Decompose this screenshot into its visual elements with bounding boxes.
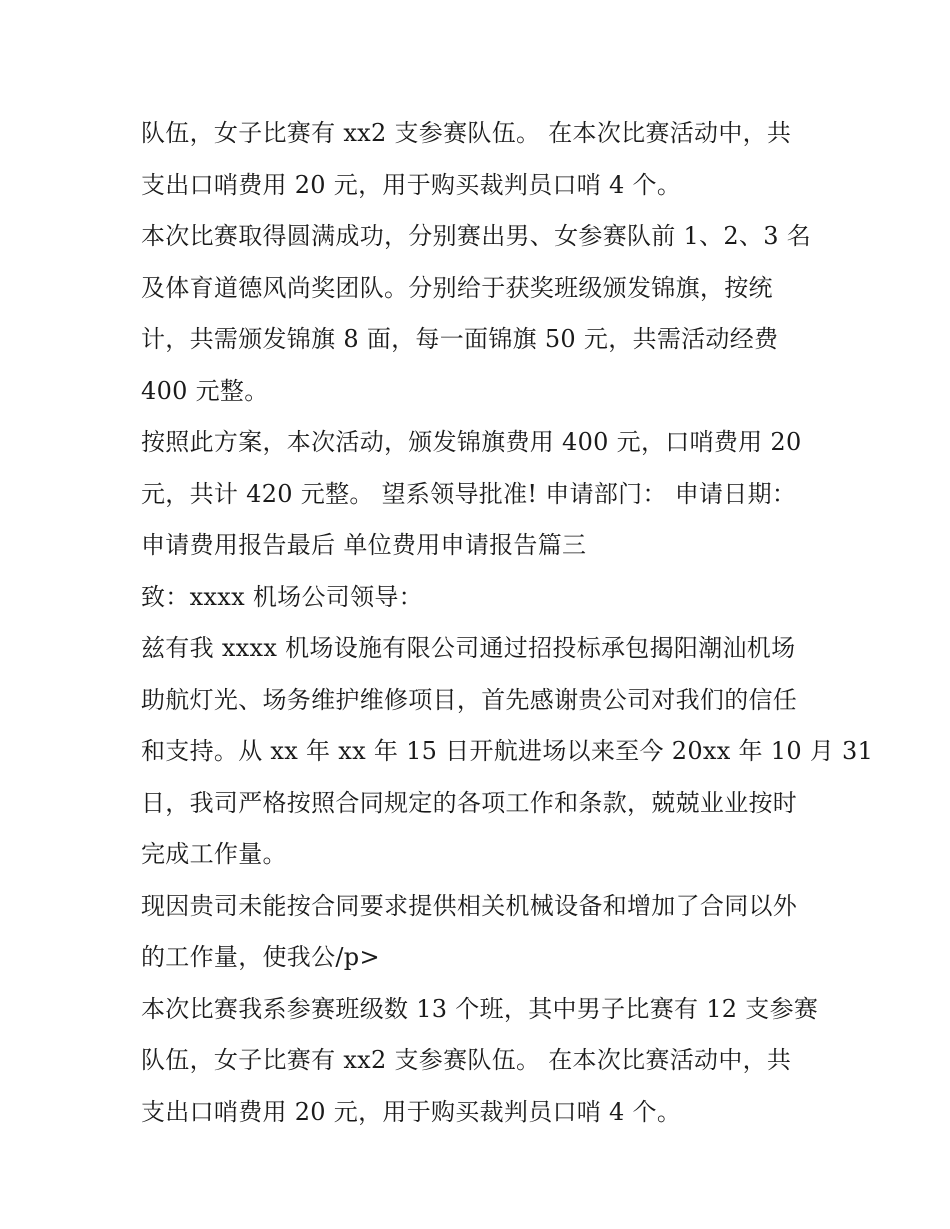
document-body [141,108,874,1138]
text-line: 致：xxxx 机场公司领导： [141,582,423,611]
text-line: 助航灯光、场务维护维修项目，首先感谢贵公司对我们的信任 [141,685,798,714]
text-line: 现因贵司未能按合同要求提供相关机械设备和增加了合同以外 [141,891,798,920]
text-line: 计，共需颁发锦旗 8 面，每一面锦旗 50 元，共需活动经费 [141,325,779,353]
text-line: 按照此方案，本次活动，颁发锦旗费用 400 元，口哨费用 20 [141,428,802,456]
text-line: 的工作量，使我公/p> [141,943,380,971]
text-line: 本次比赛我系参赛班级数 13 个班，其中男子比赛有 12 支参赛 [141,994,819,1023]
text-line: 和支持。从 xx 年 xx 年 15 日开航进场以来至今 20xx 年 10 月 31 [141,737,874,765]
text-line: 完成工作量。 [141,840,287,868]
text-line: 支出口哨费用 20 元，用于购买裁判员口哨 4 个。 [141,1097,682,1126]
text-line: 队伍，女子比赛有 xx2 支参赛队伍。 在本次比赛活动中，共 [141,1046,792,1074]
text-line: 日，我司严格按照合同规定的各项工作和条款，兢兢业业按时 [141,788,798,817]
text-line: 申请费用报告最后 单位费用申请报告篇三 [141,531,587,559]
text-line: 元，共计 420 元整。 望系领导批准! 申请部门： 申请日期： [141,479,797,508]
text-line: 队伍，女子比赛有 xx2 支参赛队伍。 在本次比赛活动中，共 [141,119,792,147]
text-line: 400 元整。 [141,376,269,405]
text-line: 本次比赛取得圆满成功，分别赛出男、女参赛队前 1、2、3 名 [141,222,812,250]
text-line: 支出口哨费用 20 元，用于购买裁判员口哨 4 个。 [141,170,682,199]
text-line: 兹有我 xxxx 机场设施有限公司通过招投标承包揭阳潮汕机场 [141,634,796,662]
text-line: 及体育道德风尚奖团队。分别给于获奖班级颁发锦旗，按统 [141,273,773,302]
